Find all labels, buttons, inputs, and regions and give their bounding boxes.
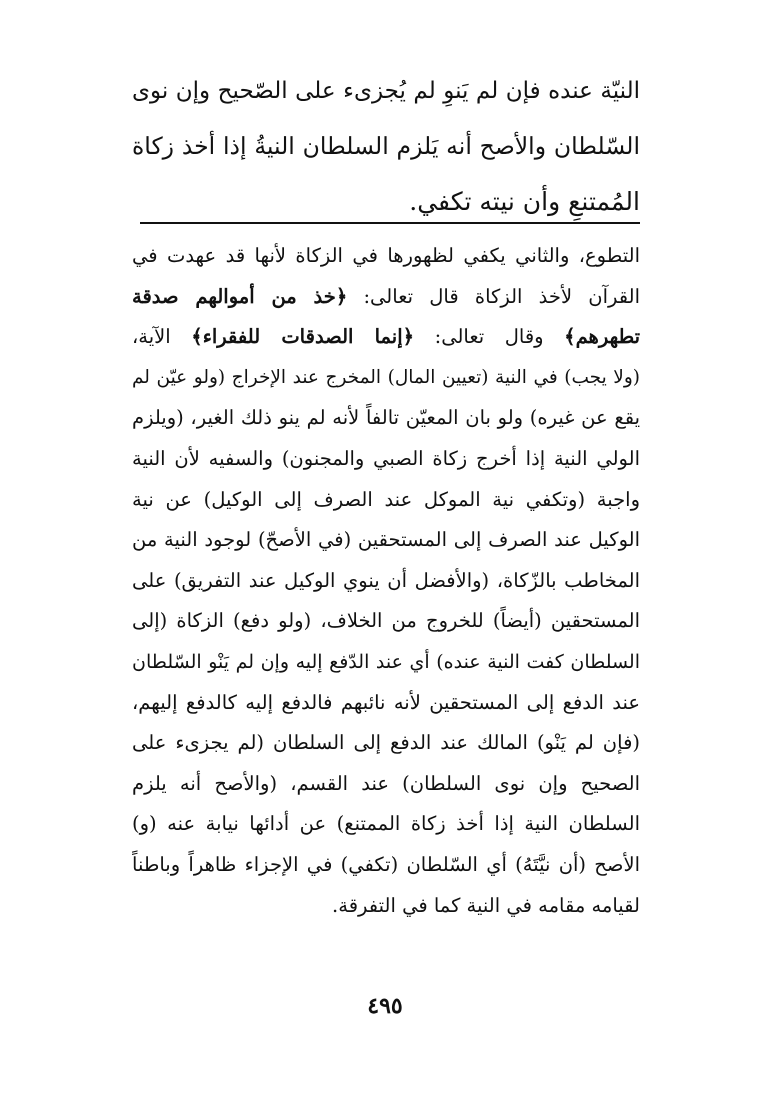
commentary-text: (ولا يجب) في النية (تعيين المال) المخرج عند الإخراج (ولو عيّن لم bbox=[132, 366, 640, 388]
commentary-text: القرآن لأخذ الزكاة قال تعالى: bbox=[347, 284, 640, 308]
main-text-line: النيّة عنده فإن لم يَنوِ لم يُجزىء على الصّحيح وإن نوى bbox=[132, 78, 640, 104]
commentary-line bbox=[132, 439, 640, 480]
commentary-text: الصحيح وإن نوى السلطان) عند القسم، (والأصح أنه يلزم bbox=[132, 771, 640, 795]
main-text-line: المُمتنعِ وأن نيته تكفي. bbox=[409, 187, 640, 216]
commentary-text: (فإن لم يَنْو) المالك عند الدفع إلى السلطان (لم يجزىء على bbox=[132, 731, 640, 755]
commentary-text: المخاطب بالزّكاة، (والأفضل أن ينوي الوكيل عند التفريق) على bbox=[132, 568, 640, 592]
commentary-line bbox=[132, 358, 640, 399]
commentary-line bbox=[132, 683, 640, 724]
quran-quote: تطهرهم﴾ bbox=[564, 325, 640, 349]
commentary-line bbox=[132, 804, 640, 845]
commentary-text: لقيامه مقامه في النية كما في التفرقة. bbox=[332, 893, 640, 917]
commentary-line bbox=[132, 764, 640, 805]
commentary-text: واجبة (وتكفي نية الموكل عند الصرف إلى الوكيل) عن نية bbox=[132, 487, 640, 511]
commentary-line bbox=[132, 886, 640, 927]
commentary-line bbox=[132, 277, 640, 318]
commentary-text: الآية، bbox=[132, 325, 192, 349]
commentary-line bbox=[132, 601, 640, 642]
commentary-line bbox=[132, 723, 640, 764]
main-text-line: السّلطان والأصح أنه يَلزم السلطان النيةُ إذا أخذ زكاة bbox=[132, 132, 640, 160]
commentary-text: السلطان النية إذا أخذ زكاة الممتنع) عن أدائها نيابة عنه (و) bbox=[132, 812, 640, 836]
commentary-text: الأصح (أن نيَّتَهُ) أي السّلطان (تكفي) في الإجزاء ظاهراً وباطناً bbox=[132, 852, 640, 876]
quran-quote: ﴿خذ من أموالهم صدقة bbox=[132, 284, 348, 308]
commentary-line bbox=[132, 561, 640, 602]
page-number: ٤٩٥ bbox=[367, 993, 403, 1019]
commentary-line bbox=[132, 520, 640, 561]
commentary-line bbox=[132, 480, 640, 521]
commentary-line bbox=[132, 845, 640, 886]
quran-quote: ﴿إنما الصدقات للفقراء﴾ bbox=[191, 325, 415, 349]
commentary-line bbox=[132, 236, 640, 277]
commentary-line bbox=[132, 398, 640, 439]
commentary-block bbox=[132, 236, 640, 926]
commentary-text: الوكيل عند الصرف إلى المستحقين (في الأصحّ) لوجود النية من bbox=[132, 528, 640, 552]
commentary-line bbox=[132, 317, 640, 358]
commentary-text: عند الدفع إلى المستحقين لأنه نائبهم فالدفع إليه كالدفع إليهم، bbox=[132, 690, 640, 714]
commentary-line bbox=[132, 642, 640, 683]
commentary-text: المستحقين (أيضاً) للخروج من الخلاف، (ولو دفع) الزكاة (إلى bbox=[132, 609, 640, 633]
section-divider bbox=[140, 222, 640, 224]
commentary-text: وقال تعالى: bbox=[414, 325, 565, 349]
commentary-text: السلطان كفت النية عنده) أي عند الدّفع إليه وإن لم يَنْو السّلطان bbox=[132, 650, 640, 673]
commentary-text: الولي النية إذا أخرج زكاة الصبي والمجنون) والسفيه لأن النية bbox=[132, 446, 640, 470]
main-text-block bbox=[132, 64, 640, 229]
commentary-text: يقع عن غيره) ولو بان المعيّن تالفاً لأنه لم ينو ذلك الغير، (ويلزم bbox=[132, 406, 640, 430]
commentary-text: التطوع، والثاني يكفي لظهورها في الزكاة لأنها قد عهدت في bbox=[132, 244, 640, 267]
